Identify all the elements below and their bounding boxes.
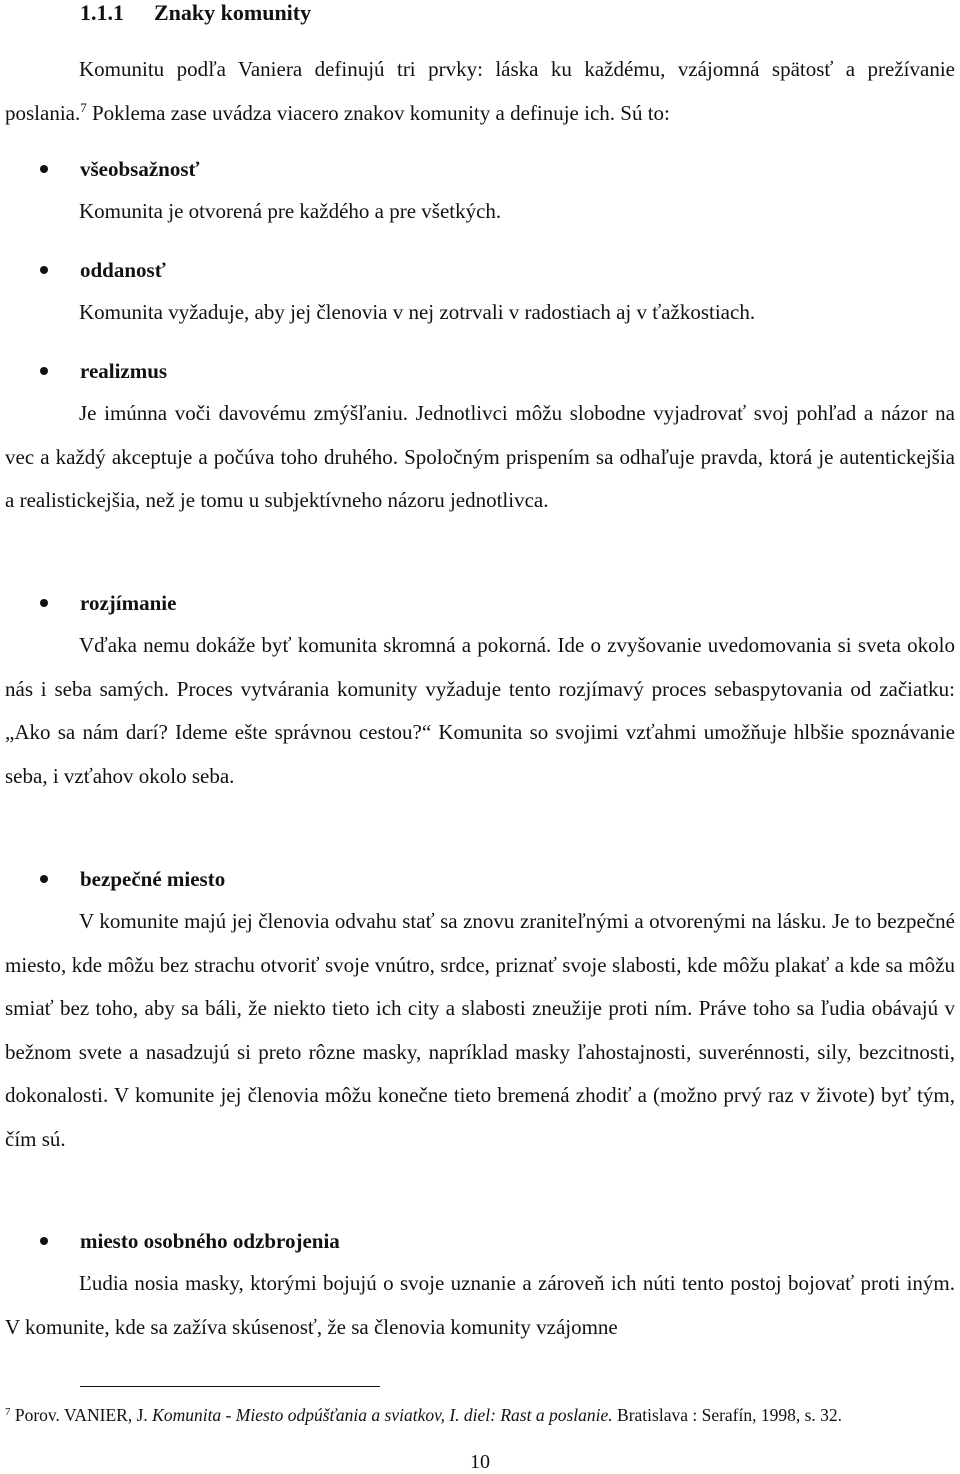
bullet-icon — [40, 875, 48, 883]
item-title-miesto-osobneho-odzbrojenia: miesto osobného odzbrojenia — [80, 1229, 340, 1253]
item-text-oddanost: Komunita vyžaduje, aby jej členovia v nej zotrvali v radostiach aj v ťažkostiach. — [79, 300, 756, 324]
item-title-realizmus: realizmus — [80, 359, 168, 383]
item-text-bezpecne-miesto: V komunite majú jej členovia odvahu stať sa znovu zraniteľnými a otvorenými na lásku. Je to bezpečné miesto, kde môžu bez strachu otvoriť svoje vnútro, srdce, priznať svoje slabosti, kde môžu plakať a kde sa môžu smiať bez toho, aby sa báli, že niekto tieto ich city a slabosti zneužije proti ním. Práve toho sa ľudia obávajú v bežnom svete a nasadzujú si preto rôzne masky, napríklad masky ľahostajnosti, suverénnosti, sily, bezcitnosti, dokonalosti. V komunite jej členovia môžu konečne tieto bremená zhodiť a (možno prvý raz v živote) byť tým, čím sú. — [5, 909, 955, 1151]
item-text-miesto-osobneho-odzbrojenia: Ľudia nosia masky, ktorými bojujú o svoje uznanie a zároveň ich núti tento postoj bojovať proti iným. V komunite, kde sa zažíva skúsenosť, že sa členovia komunity vzájomne — [5, 1271, 955, 1339]
item-title-oddanost: oddanosť — [80, 258, 166, 282]
bullet-icon — [40, 1237, 48, 1245]
bullet-icon — [40, 165, 48, 173]
intro-paragraph — [5, 48, 955, 135]
item-text-vseobsaznost: Komunita je otvorená pre každého a pre všetkých. — [79, 199, 502, 223]
item-title-vseobsaznost: všeobsažnosť — [80, 157, 200, 181]
footnote-ref[interactable]: 7 — [80, 99, 87, 115]
footnote-number: 7 — [5, 1406, 11, 1418]
item-text-realizmus: Je imúnna voči davovému zmýšľaniu. Jednotlivci môžu slobodne vyjadrovať svoj pohľad a názor na vec a každý akceptuje a počúva toho druhého. Spoločným prispením sa odhaľuje pravda, ktorá je autentickejšia a realistickejšia, než je tomu u subjektívneho názoru jednotlivca. — [5, 401, 955, 512]
bullet-icon — [40, 599, 48, 607]
section-title: Znaky komunity — [154, 0, 312, 25]
page-number: 10 — [470, 1451, 490, 1473]
footnote-separator — [80, 1386, 380, 1387]
footnote-text-part-1: Porov. VANIER, J. — [10, 1405, 153, 1425]
section-heading — [80, 0, 311, 26]
bullet-icon — [40, 266, 48, 274]
intro-text-part-2: Poklema zase uvádza viacero znakov komunity a definuje ich. Sú to: — [86, 100, 670, 125]
item-title-bezpecne-miesto: bezpečné miesto — [80, 867, 226, 891]
item-title-rozjimanie: rozjímanie — [80, 591, 177, 615]
bullet-icon — [40, 367, 48, 375]
item-text-rozjimanie: Vďaka nemu dokáže byť komunita skromná a pokorná. Ide o zvyšovanie uvedomovania si sveta okolo nás i seba samých. Proces vytvárania komunity vyžaduje tento rozjímavý proces sebaspytovania od začiatku: „Ako sa nám darí? Ideme ešte správnou cestou?“ Komunita so svojimi vzťahmi umožňuje hlbšie spoznávanie seba, i vzťahov okolo seba. — [5, 633, 955, 788]
footnote — [5, 1403, 955, 1427]
section-number: 1.1.1 — [80, 0, 124, 25]
footnote-text-part-2: Bratislava : Serafín, 1998, s. 32. — [612, 1405, 843, 1425]
footnote-cited-title: Komunita - Miesto odpúšťania a sviatkov, I. diel: Rast a poslanie. — [152, 1405, 613, 1425]
intro-text-part-1: Komunitu podľa Vaniera definujú tri prvky: láska ku každému, vzájomná spätosť a prežívanie poslania. — [5, 57, 955, 125]
